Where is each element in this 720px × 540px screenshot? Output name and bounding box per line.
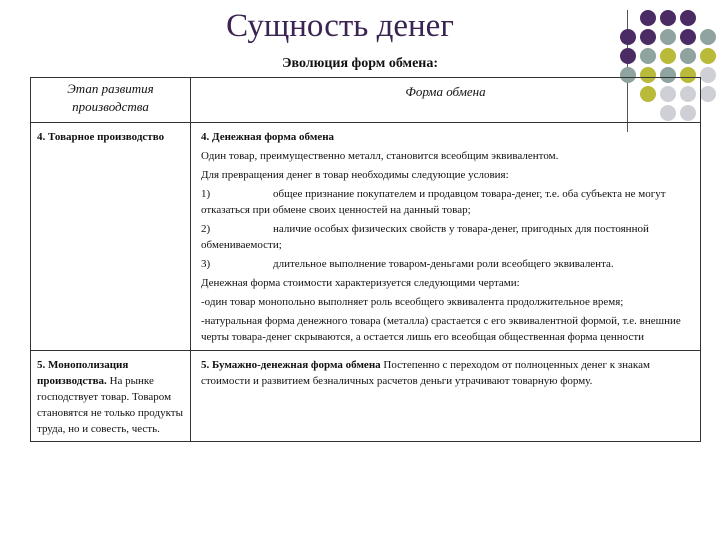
- condition-number: 2): [201, 223, 211, 235]
- table-row: [31, 123, 701, 351]
- condition-text: наличие особых физических свойств у товара-денег, пригодных для постоянной обмениваемости;: [201, 223, 649, 251]
- table-header-row: [31, 78, 701, 123]
- condition-text: общее признание покупателем и продавцом товара-денег, т.е. оба субъекта не могут отказаться при обмене своих ценностей на данный товар;: [201, 188, 666, 216]
- row2-stage-heading: 5. Монополизация производства.: [37, 359, 129, 387]
- table-row: [31, 351, 701, 442]
- condition-text: длительное выполнение товаром-деньгами роли всеобщего эквивалента.: [273, 258, 614, 270]
- row1-paragraph: -один товар монопольно выполняет роль всеобщего эквивалента продолжительное время;: [201, 296, 624, 308]
- row1-stage: [31, 123, 191, 351]
- row1-paragraph: Для превращения денег в товар необходимы следующие условия:: [201, 169, 509, 181]
- row1-paragraph: -натуральная форма денежного товара (металла) срастается с его эквивалентной формой, т.е. внешние черты товара-денег скрываются, а остается лишь его всеобщая общественная форма ценности: [201, 315, 681, 343]
- row2-stage: [31, 351, 191, 442]
- row1-form-heading: 4. Денежная форма обмена: [201, 131, 335, 143]
- row1-stage-text: 4. Товарное производство: [37, 131, 165, 143]
- dot: [660, 29, 676, 45]
- dot: [680, 10, 696, 26]
- row1-paragraph: Денежная форма стоимости характеризуется следующими чертами:: [201, 277, 520, 289]
- dot: [640, 48, 656, 64]
- dot: [660, 48, 676, 64]
- dot: [620, 29, 636, 45]
- row1-condition-1: [201, 186, 694, 218]
- condition-number: 1): [201, 188, 211, 200]
- header-form: Форма обмена: [191, 78, 701, 123]
- condition-number: 3): [201, 258, 211, 270]
- row1-condition-2: [201, 221, 694, 253]
- row2-form: [191, 351, 701, 442]
- dot: [680, 29, 696, 45]
- dot: [680, 48, 696, 64]
- row1-form: [191, 123, 701, 351]
- dot: [700, 86, 716, 102]
- slide-title: Сущность денег: [226, 8, 454, 44]
- dot: [640, 29, 656, 45]
- header-stage: Этап развития производства: [31, 78, 191, 123]
- row1-condition-3: [201, 256, 694, 272]
- exchange-forms-table: [30, 77, 701, 442]
- slide-subtitle: Эволюция форм обмена:: [281, 56, 439, 71]
- dot: [660, 10, 676, 26]
- dot: [640, 10, 656, 26]
- row2-form-heading: 5. Бумажно-денежная форма обмена: [201, 359, 381, 371]
- dot: [700, 29, 716, 45]
- dot: [700, 48, 716, 64]
- row2-stage-text: На рынке господствует товар. Товаром становятся не только продукты труда, но и совесть, честь.: [37, 375, 183, 435]
- row2-form-text: Постепенно с переходом от полноценных денег к знакам стоимости и развитием безналичных расчетов деньги утрачивают товарную форму.: [201, 359, 650, 387]
- dot: [620, 48, 636, 64]
- row1-paragraph: Один товар, преимущественно металл, становится всеобщим эквивалентом.: [201, 150, 559, 162]
- dot: [700, 67, 716, 83]
